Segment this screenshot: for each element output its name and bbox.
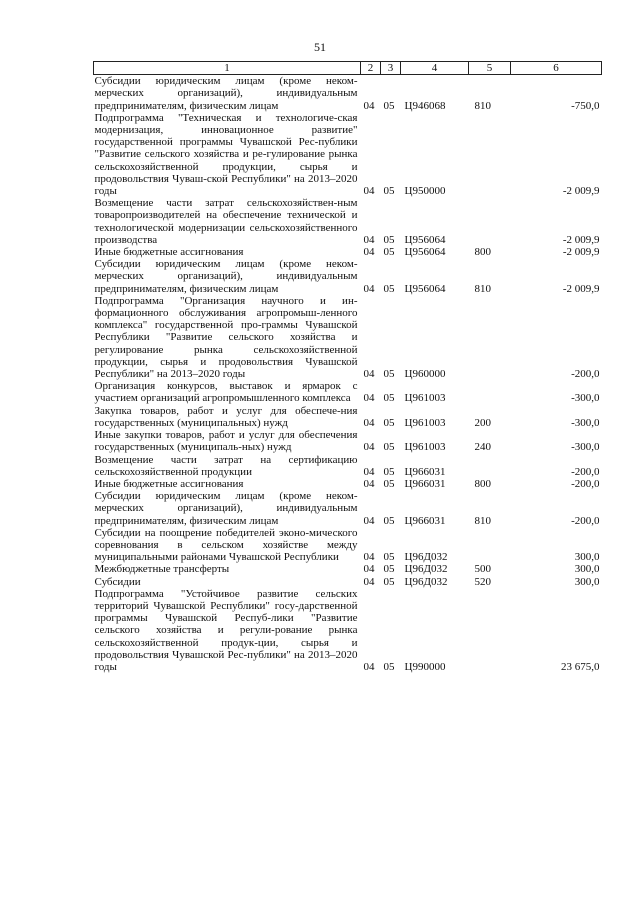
row-expense-type: 200 [474, 416, 491, 429]
table-row [94, 576, 602, 588]
row-target-code: Ц96Д032 [404, 575, 448, 588]
column-header: 5 [469, 62, 511, 75]
row-section: 04 [363, 563, 375, 576]
row-target-code: Ц956064 [404, 282, 446, 295]
row-amount: -2 009,9 [562, 185, 600, 198]
table-row [94, 490, 602, 527]
row-target-code: Ц961003 [404, 416, 446, 429]
row-section: 04 [363, 514, 375, 527]
row-target-code: Ц950000 [404, 185, 446, 198]
row-description: Субсидии на поощрение победителей эконо-мического соревнования в сельском хозяйстве между муниципальными районами Чувашской Республики [94, 526, 358, 564]
row-target-code: Ц961003 [404, 392, 446, 405]
table-row [94, 246, 602, 258]
table-body [94, 75, 602, 673]
row-section: 04 [363, 416, 375, 429]
row-amount: -300,0 [571, 392, 600, 405]
row-description: Закупка товаров, работ и услуг для обеспече-ния государственных (муниципальных) нужд [94, 404, 358, 429]
table-row [94, 112, 602, 197]
row-subsection: 05 [383, 416, 395, 429]
row-expense-type: 810 [474, 99, 491, 112]
row-target-code: Ц96Д032 [404, 563, 448, 576]
row-expense-type [469, 454, 511, 478]
row-description: Иные бюджетные ассигнования [94, 246, 244, 259]
column-header: 6 [511, 62, 602, 75]
table-header [94, 62, 602, 75]
row-target-code: Ц96Д032 [404, 551, 448, 564]
row-subsection: 05 [383, 514, 395, 527]
row-amount: 300,0 [574, 575, 600, 588]
row-subsection: 05 [383, 660, 395, 673]
row-target-code: Ц956064 [404, 233, 446, 246]
row-expense-type [469, 112, 511, 197]
row-expense-type: 800 [474, 246, 491, 259]
row-target-code: Ц956064 [404, 246, 446, 259]
row-subsection: 05 [383, 233, 395, 246]
row-section: 04 [363, 368, 375, 381]
row-description: Межбюджетные трансферты [94, 563, 230, 576]
table-row [94, 295, 602, 380]
row-section: 04 [363, 660, 375, 673]
row-expense-type: 810 [474, 282, 491, 295]
row-amount: -2 009,9 [562, 233, 600, 246]
row-amount: 300,0 [574, 551, 600, 564]
row-subsection: 05 [383, 392, 395, 405]
row-amount: -200,0 [571, 368, 600, 381]
row-expense-type [469, 380, 511, 404]
row-subsection: 05 [383, 465, 395, 478]
row-section: 04 [363, 441, 375, 454]
row-target-code: Ц966031 [404, 477, 446, 490]
table-row [94, 478, 602, 490]
row-target-code: Ц990000 [404, 660, 446, 673]
row-section: 04 [363, 246, 375, 259]
row-expense-type: 520 [474, 575, 491, 588]
row-section: 04 [363, 233, 375, 246]
row-subsection: 05 [383, 99, 395, 112]
table-row [94, 429, 602, 453]
row-description: Субсидии юридическим лицам (кроме неком-мерческих организаций), индивидуальным предпринимателям, физическим лицам [94, 75, 358, 112]
row-description: Возмещение части затрат сельскохозяйствен-ным товаропроизводителей на обеспечение технической и технологической модернизации сельскохозяйственного производства [94, 197, 358, 246]
header-row [94, 62, 602, 75]
row-subsection: 05 [383, 477, 395, 490]
row-description: Организация конкурсов, выставок и ярмарок с участием организаций агропромышленного комплекса [94, 380, 358, 405]
row-section: 04 [363, 392, 375, 405]
table-row [94, 405, 602, 429]
row-section: 04 [363, 99, 375, 112]
row-amount: -200,0 [571, 477, 600, 490]
row-description: Возмещение части затрат на сертификацию сельскохозяйственной продукции [94, 453, 358, 478]
column-header: 1 [94, 62, 361, 75]
budget-table [93, 61, 602, 673]
column-header: 4 [401, 62, 469, 75]
row-section: 04 [363, 282, 375, 295]
row-amount: 23 675,0 [561, 660, 600, 673]
row-description: Субсидии юридическим лицам (кроме неком-мерческих организаций), индивидуальным предпринимателям, физическим лицам [94, 490, 358, 527]
table-row [94, 454, 602, 478]
row-section: 04 [363, 551, 375, 564]
row-subsection: 05 [383, 368, 395, 381]
row-description: Подпрограмма "Техническая и технологиче-ская модернизация, инновационное развитие" государственной программы Чувашской Рес-публики "Развитие сельского хозяйства и ре-гулирование рынка сельскохозяйственной продукции, сырья и продовольствия Чуваш-ской Республики" на 2013–2020 годы [94, 111, 358, 198]
row-section: 04 [363, 477, 375, 490]
row-description: Субсидии юридическим лицам (кроме неком-мерческих организаций), индивидуальным предпринимателям, физическим лицам [94, 258, 358, 295]
table-row [94, 258, 602, 295]
row-section: 04 [363, 465, 375, 478]
row-expense-type [469, 295, 511, 380]
row-subsection: 05 [383, 551, 395, 564]
row-description: Субсидии [94, 575, 141, 588]
row-subsection: 05 [383, 441, 395, 454]
row-target-code: Ц961003 [404, 441, 446, 454]
table-row [94, 527, 602, 564]
row-expense-type: 240 [474, 441, 491, 454]
row-subsection: 05 [383, 563, 395, 576]
page-number: 51 [314, 40, 326, 54]
table-row [94, 197, 602, 246]
row-description: Подпрограмма "Организация научного и ин-формационного обслуживания агропромыш-ленного комплекса" государственной про-граммы Чувашской Республики "Развитие сельского хозяйства и регулирование рынка сельскохозяйственной продукции, сырья и продовольствия Чувашской Республики" на 2013–2020 годы [94, 294, 358, 381]
row-expense-type: 810 [474, 514, 491, 527]
row-amount: -300,0 [571, 416, 600, 429]
row-target-code: Ц966031 [404, 514, 446, 527]
row-amount: 300,0 [574, 563, 600, 576]
row-target-code: Ц960000 [404, 368, 446, 381]
row-subsection: 05 [383, 246, 395, 259]
row-description: Подпрограмма "Устойчивое развитие сельских территорий Чувашской Республики" госу-дарственной программы Чувашской Респуб-лики "Развитие сельского хозяйства и регули-рование рынка сельскохозяйственной продук-ции, сырья и продовольствия Чувашской Рес-публики" на 2013–2020 годы [94, 587, 358, 673]
table-row [94, 563, 602, 575]
row-subsection: 05 [383, 575, 395, 588]
row-amount: -200,0 [571, 514, 600, 527]
row-amount: -300,0 [571, 441, 600, 454]
row-target-code: Ц946068 [404, 99, 446, 112]
row-amount: -2 009,9 [562, 282, 600, 295]
row-subsection: 05 [383, 282, 395, 295]
row-description: Иные закупки товаров, работ и услуг для обеспечения государственных (муниципаль-ных) нужд [94, 429, 358, 454]
row-amount: -200,0 [571, 465, 600, 478]
row-section: 04 [363, 575, 375, 588]
row-description: Иные бюджетные ассигнования [94, 477, 244, 490]
row-expense-type: 500 [474, 563, 491, 576]
row-amount: -2 009,9 [562, 246, 600, 259]
row-expense-type [469, 588, 511, 673]
row-expense-type [469, 527, 511, 564]
row-subsection: 05 [383, 185, 395, 198]
row-expense-type [469, 197, 511, 246]
column-header: 3 [381, 62, 401, 75]
table-row [94, 380, 602, 404]
row-expense-type: 800 [474, 477, 491, 490]
table-row [94, 75, 602, 112]
row-target-code: Ц966031 [404, 465, 446, 478]
column-header: 2 [361, 62, 381, 75]
row-section: 04 [363, 185, 375, 198]
table-row [94, 588, 602, 673]
row-amount: -750,0 [571, 99, 600, 112]
